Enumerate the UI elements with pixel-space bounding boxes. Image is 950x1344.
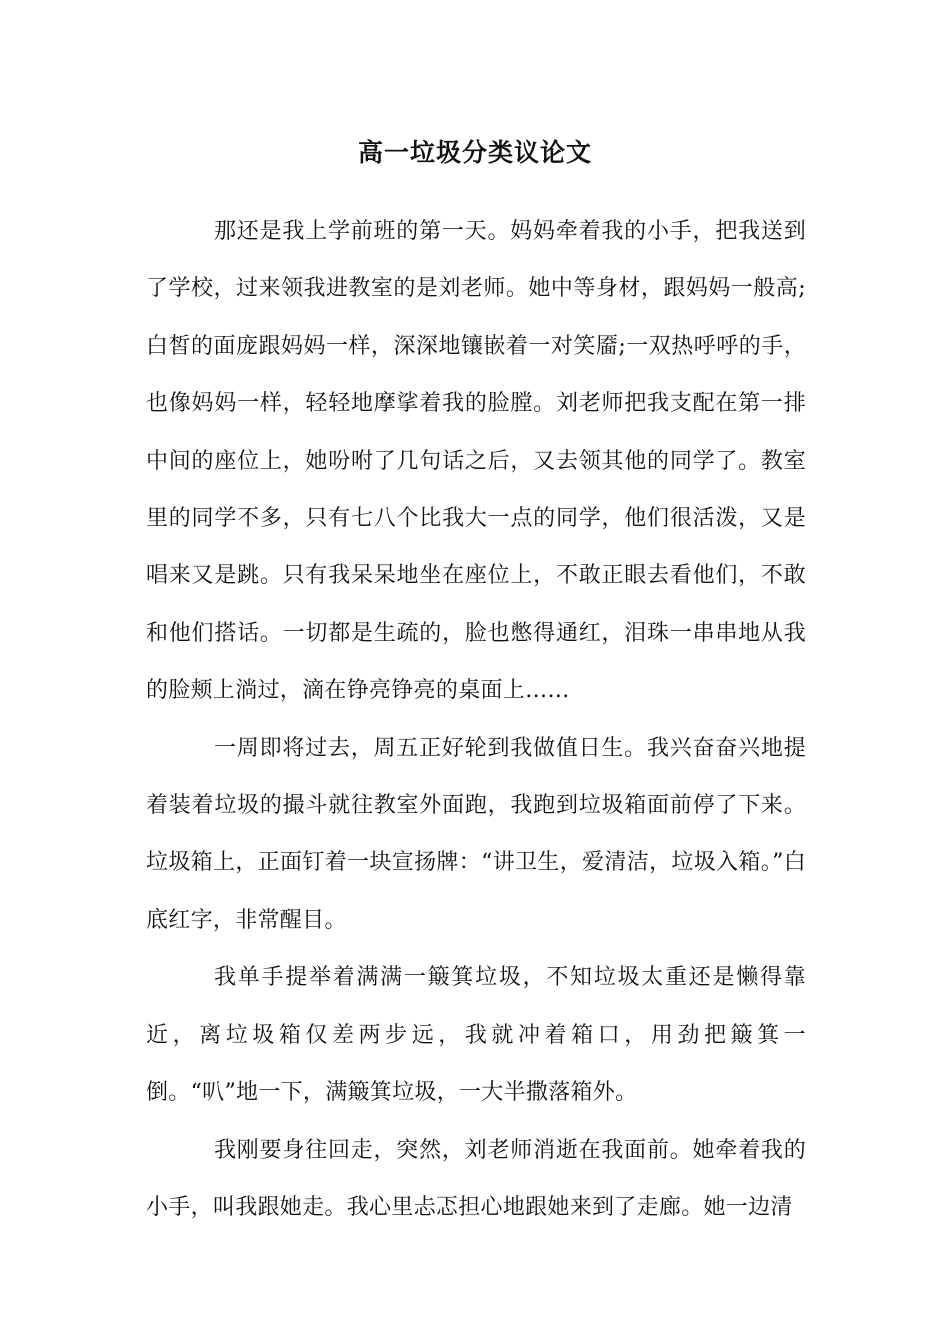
document-body: [146, 203, 806, 1236]
document-title: 高一垃圾分类议论文: [357, 138, 592, 167]
paragraph-4: 我刚要身往回走，突然，刘老师消逝在我面前。她牵着我的小手，叫我跟她走。我心里忐忑担心地跟她来到了走廊。她一边清: [146, 1137, 806, 1220]
paragraph-2: 一周即将过去，周五正好轮到我做值日生。我兴奋奋兴地提着装着垃圾的撮斗就往教室外面跑，我跑到垃圾箱面前停了下来。垃圾箱上，正面钉着一块宣扬牌：“讲卫生，爱清洁，垃圾入箱。”白底红字，非常醒目。: [146, 735, 806, 933]
paragraph-3: 我单手提举着满满一簸箕垃圾，不知垃圾太重还是懒得靠近，离垃圾箱仅差两步远，我就冲着箱口，用劲把簸箕一倒。“叭”地一下，满簸箕垃圾，一大半撒落箱外。: [146, 965, 806, 1106]
paragraph-1: 那还是我上学前班的第一天。妈妈牵着我的小手，把我送到了学校，过来领我进教室的是刘老师。她中等身材，跟妈妈一般高;白皙的面庞跟妈妈一样，深深地镶嵌着一对笑靥;一双热呼呼的手，也像妈妈一样，轻轻地摩挲着我的脸膛。刘老师把我支配在第一排中间的座位上，她吩咐了几句话之后，又去领其他的同学了。教室里的同学不多，只有七八个比我大一点的同学，他们很活泼，又是唱来又是跳。只有我呆呆地坐在座位上，不敢正眼去看他们，不敢和他们搭话。一切都是生疏的，脸也憋得通红，泪珠一串串地从我的脸颊上淌过，滴在铮亮铮亮的桌面上……: [146, 219, 806, 704]
